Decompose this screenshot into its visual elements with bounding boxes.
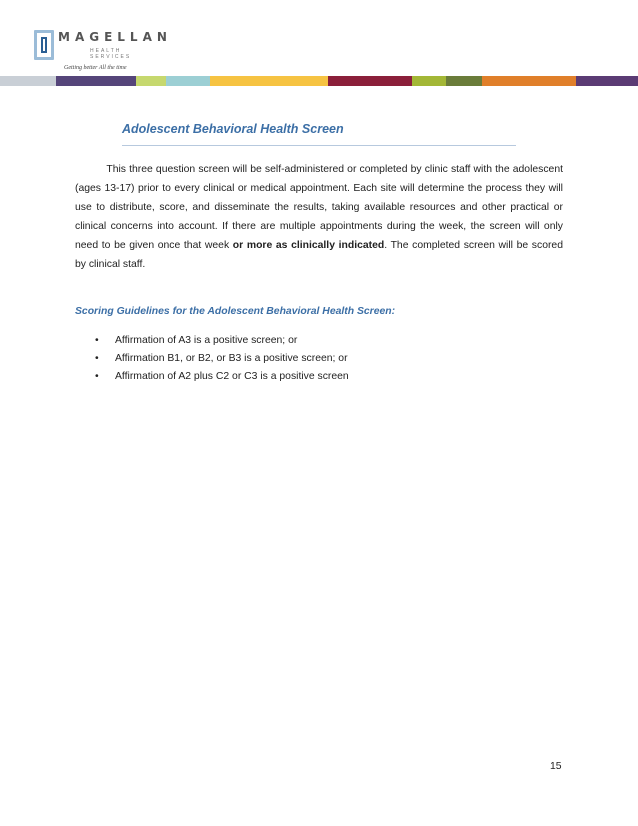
logo-subtitle: HEALTH SERVICES <box>90 48 132 60</box>
color-segment <box>576 76 638 86</box>
scoring-bullet-list <box>95 332 349 386</box>
logo-mark-icon <box>34 30 54 60</box>
paragraph-emphasis: or more as clinically indicated <box>232 240 385 251</box>
list-item <box>95 332 349 350</box>
color-segment <box>136 76 166 86</box>
list-item-text: Affirmation B1, or B2, or B3 is a positive screen; or <box>115 353 348 364</box>
color-segment <box>0 76 56 86</box>
list-item-text: Affirmation of A3 is a positive screen; or <box>115 335 298 346</box>
color-segment <box>56 76 136 86</box>
magellan-logo <box>34 26 172 76</box>
page-number: 15 <box>550 761 562 772</box>
paragraph-text: This three question screen will be self-administered or completed by clinic staff with the adolescent (ages 13-17) prior to every clinical or medical appointment. Each site will determine the process they will use to distribute, score, and disseminate the results, taking available resources and other practical or clinical concerns into account. If there are multiple appointments during the week, the screen will only need to be given once that week <box>75 164 563 251</box>
intro-paragraph <box>75 160 563 274</box>
color-segment <box>210 76 328 86</box>
bullet-icon: • <box>95 371 99 382</box>
bullet-icon: • <box>95 353 99 364</box>
list-item <box>95 368 349 386</box>
paragraph-text-end: . The completed screen will be scored by clinical staff. <box>75 240 563 270</box>
header-color-bar <box>0 76 638 86</box>
color-segment <box>166 76 210 86</box>
logo-name: MAGELLAN <box>58 30 172 44</box>
logo-tagline: Getting better All the time <box>64 65 127 71</box>
document-heading: Adolescent Behavioral Health Screen <box>122 122 344 136</box>
list-item-text: Affirmation of A2 plus C2 or C3 is a positive screen <box>115 371 349 382</box>
color-segment <box>482 76 576 86</box>
color-segment <box>328 76 412 86</box>
color-segment <box>446 76 482 86</box>
color-segment <box>412 76 446 86</box>
heading-divider <box>122 145 516 146</box>
list-item <box>95 350 349 368</box>
bullet-icon: • <box>95 335 99 346</box>
scoring-guidelines-title: Scoring Guidelines for the Adolescent Behavioral Health Screen: <box>75 306 396 317</box>
